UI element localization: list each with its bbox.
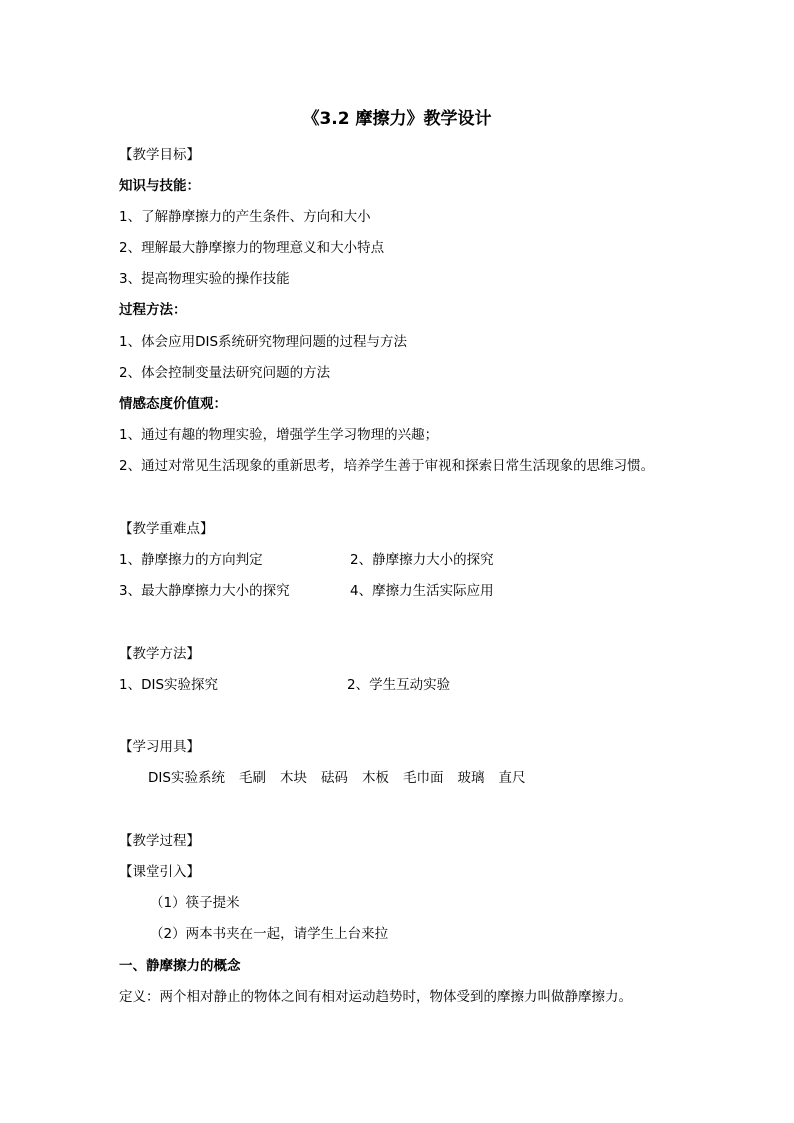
tool-item: 毛刷: [238, 770, 266, 786]
intro-heading: 【课堂引入】: [119, 864, 200, 880]
knowledge-item: 1、了解静摩擦力的产生条件、方向和大小: [119, 209, 371, 225]
teaching-process-heading: 【教学过程】: [119, 833, 200, 849]
tools-list: [148, 769, 539, 787]
section-heading: 一、静摩擦力的概念: [119, 958, 241, 974]
tool-item: 木板: [361, 770, 389, 786]
tool-item: 玻璃: [457, 770, 485, 786]
intro-item: （1）筷子提米: [150, 895, 240, 911]
tool-item: DIS实验系统: [148, 770, 225, 786]
tool-item: 毛巾面: [402, 770, 444, 786]
key-point-item: 4、摩擦力生活实际应用: [350, 583, 494, 599]
key-point-item: 1、静摩擦力的方向判定: [119, 552, 263, 568]
methods-heading: 【教学方法】: [119, 646, 200, 662]
attitude-heading: 情感态度价值观：: [119, 396, 227, 412]
knowledge-item: 3、提高物理实验的操作技能: [119, 271, 290, 287]
tool-item: 木块: [279, 770, 307, 786]
key-point-item: 2、静摩擦力大小的探究: [350, 552, 494, 568]
document-title: 《3.2 摩擦力》教学设计: [302, 109, 492, 129]
process-method-heading: 过程方法：: [119, 302, 187, 318]
key-point-item: 3、最大静摩擦力大小的探究: [119, 583, 290, 599]
attitude-item: 2、通过对常见生活现象的重新思考，培养学生善于审视和探索日常生活现象的思维习惯。: [119, 458, 655, 474]
process-method-item: 1、体会应用DIS系统研究物理问题的过程与方法: [119, 334, 408, 350]
knowledge-heading: 知识与技能：: [119, 178, 200, 194]
method-item: 1、DIS实验探究: [119, 677, 219, 693]
attitude-item: 1、通过有趣的物理实验，增强学生学习物理的兴趣；: [119, 427, 439, 443]
knowledge-item: 2、理解最大静摩擦力的物理意义和大小特点: [119, 240, 385, 256]
key-points-heading: 【教学重难点】: [119, 521, 214, 537]
intro-item: （2）两本书夹在一起，请学生上台来拉: [150, 926, 389, 942]
tool-item: 直尺: [498, 770, 526, 786]
definition-text: 定义：两个相对静止的物体之间有相对运动趋势时，物体受到的摩擦力叫做静摩擦力。: [119, 989, 632, 1005]
method-item: 2、学生互动实验: [347, 677, 451, 693]
tools-heading: 【学习用具】: [119, 739, 200, 755]
objectives-heading: 【教学目标】: [119, 147, 200, 163]
tool-item: 砝码: [320, 770, 348, 786]
process-method-item: 2、体会控制变量法研究问题的方法: [119, 365, 331, 381]
